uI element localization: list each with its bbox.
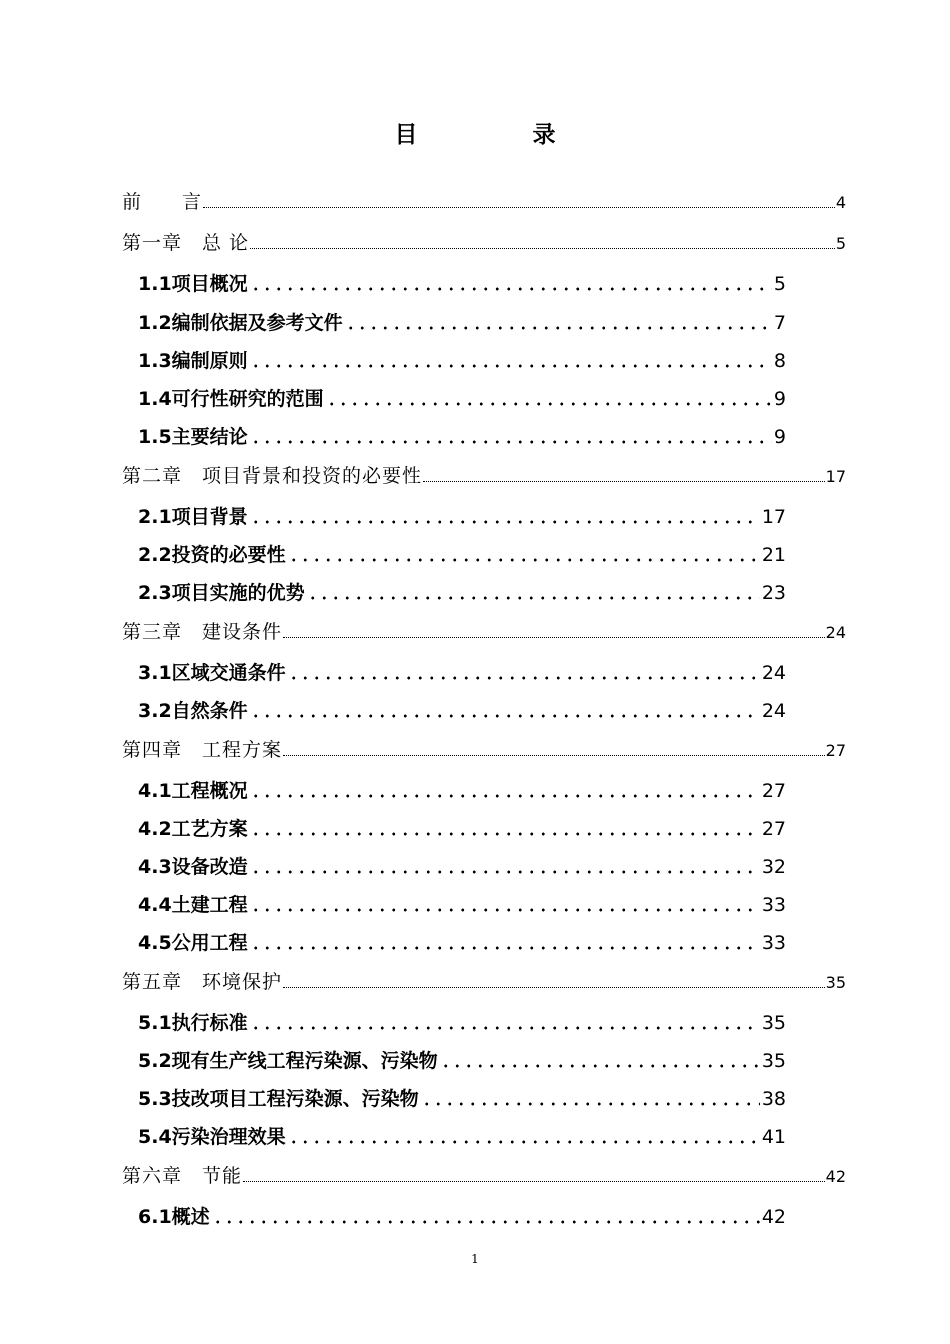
toc-entry-label: 第四章 工程方案	[122, 739, 283, 761]
toc-entry-page: 24	[761, 700, 786, 722]
toc-entry-page: 5	[835, 234, 846, 253]
dot-leader	[345, 326, 772, 330]
dot-leader	[307, 596, 760, 600]
dot-leader	[250, 364, 772, 368]
toc-entry[interactable]	[122, 967, 846, 994]
dot-leader	[243, 1180, 825, 1182]
toc-entry-label: 1.5主要结论	[138, 426, 248, 448]
toc-entry-page: 33	[761, 894, 786, 916]
toc-entry[interactable]	[138, 852, 786, 879]
toc-entry[interactable]	[138, 1122, 786, 1149]
toc-entry-label: 第二章 项目背景和投资的必要性	[122, 465, 423, 487]
toc-entry[interactable]	[138, 658, 786, 685]
toc-entry-page: 35	[761, 1050, 786, 1072]
dot-leader	[250, 440, 772, 444]
dot-leader	[250, 1026, 760, 1030]
toc-entry[interactable]	[138, 502, 786, 529]
dot-leader	[250, 287, 772, 291]
toc-entry-label: 5.1执行标准	[138, 1012, 248, 1034]
dot-leader	[283, 986, 825, 988]
toc-entry[interactable]	[138, 696, 786, 723]
toc-entry-page: 35	[761, 1012, 786, 1034]
toc-entry-page: 9	[773, 426, 786, 448]
toc-entry-label: 第一章 总 论	[122, 232, 250, 254]
toc-entry[interactable]	[138, 1202, 786, 1229]
toc-entry[interactable]	[138, 422, 786, 449]
dot-leader	[421, 1102, 760, 1106]
toc-entry-page: 27	[825, 741, 846, 760]
toc-entry[interactable]	[138, 346, 786, 373]
toc-entry[interactable]	[138, 890, 786, 917]
toc-entry-label: 5.4污染治理效果	[138, 1126, 286, 1148]
toc-entry-label: 2.1项目背景	[138, 506, 248, 528]
dot-leader	[288, 676, 760, 680]
toc-entry[interactable]	[138, 814, 786, 841]
toc-entry-label: 5.3技改项目工程污染源、污染物	[138, 1088, 419, 1110]
dot-leader	[250, 247, 835, 249]
toc-entry[interactable]	[138, 776, 786, 803]
toc-entry-label: 前 言	[122, 191, 203, 213]
dot-leader	[288, 558, 760, 562]
toc-entry[interactable]	[138, 578, 786, 605]
toc-entry-page: 23	[761, 582, 786, 604]
toc-entry-label: 2.2投资的必要性	[138, 544, 286, 566]
toc-entry-page: 33	[761, 932, 786, 954]
toc-entry-page: 9	[773, 388, 786, 410]
toc-entry-label: 4.4土建工程	[138, 894, 248, 916]
dot-leader	[250, 946, 760, 950]
toc-entry-page: 32	[761, 856, 786, 878]
toc-entry-page: 17	[761, 506, 786, 528]
toc-entry[interactable]	[138, 1046, 786, 1073]
dot-leader	[283, 754, 825, 756]
toc-entry-page: 8	[773, 350, 786, 372]
toc-entry-label: 3.2自然条件	[138, 700, 248, 722]
toc-entry-label: 第五章 环境保护	[122, 971, 283, 993]
toc-entry[interactable]	[138, 1008, 786, 1035]
dot-leader	[326, 402, 772, 406]
dot-leader	[250, 794, 760, 798]
toc-entry-page: 42	[761, 1206, 786, 1228]
toc-entry-page: 27	[761, 780, 786, 802]
dot-leader	[283, 636, 825, 638]
toc-entry[interactable]	[138, 1084, 786, 1111]
toc-entry-page: 4	[835, 193, 846, 212]
toc-entry-page: 42	[825, 1167, 846, 1186]
dot-leader	[212, 1220, 760, 1224]
toc-entry-label: 3.1区域交通条件	[138, 662, 286, 684]
toc-entry-label: 第六章 节能	[122, 1165, 243, 1187]
dot-leader	[250, 520, 760, 524]
dot-leader	[203, 206, 835, 208]
toc-entry-page: 7	[773, 312, 786, 334]
dot-leader	[288, 1140, 760, 1144]
toc-entry-page: 27	[761, 818, 786, 840]
toc-entry[interactable]	[138, 540, 786, 567]
toc-entry[interactable]	[122, 735, 846, 762]
toc-entry-label: 4.2工艺方案	[138, 818, 248, 840]
toc-entry-label: 6.1概述	[138, 1206, 210, 1228]
toc-entry[interactable]	[138, 308, 786, 335]
page-number: 1	[471, 1252, 479, 1266]
dot-leader	[250, 908, 760, 912]
toc-entry-label: 5.2现有生产线工程污染源、污染物	[138, 1050, 438, 1072]
toc-entry-label: 1.1项目概况	[138, 273, 248, 295]
toc-entry-page: 24	[825, 623, 846, 642]
toc-entry[interactable]	[138, 269, 786, 296]
toc-entry[interactable]	[122, 1161, 846, 1188]
toc-entry-label: 1.3编制原则	[138, 350, 248, 372]
toc-entry[interactable]	[122, 461, 846, 488]
toc-entry-label: 4.5公用工程	[138, 932, 248, 954]
toc-entry-page: 38	[761, 1088, 786, 1110]
toc-entry-page: 21	[761, 544, 786, 566]
toc-entry[interactable]	[122, 187, 846, 214]
dot-leader	[250, 870, 760, 874]
dot-leader	[440, 1064, 760, 1068]
toc-entry-page: 24	[761, 662, 786, 684]
toc-entry-label: 1.2编制依据及参考文件	[138, 312, 343, 334]
dot-leader	[250, 832, 760, 836]
toc-entry-page: 41	[761, 1126, 786, 1148]
toc-entry-label: 4.3设备改造	[138, 856, 248, 878]
toc-entry-label: 2.3项目实施的优势	[138, 582, 305, 604]
toc-entry[interactable]	[138, 928, 786, 955]
toc-entry[interactable]	[122, 617, 846, 644]
toc-entry-label: 第三章 建设条件	[122, 621, 283, 643]
toc-entry[interactable]	[138, 384, 786, 411]
dot-leader	[423, 480, 825, 482]
page-title: 目 录	[394, 122, 602, 148]
toc-entry[interactable]	[122, 228, 846, 255]
toc-entry-label: 4.1工程概况	[138, 780, 248, 802]
toc-entry-page: 17	[825, 467, 846, 486]
dot-leader	[250, 714, 760, 718]
toc-entry-page: 5	[773, 273, 786, 295]
toc-entry-page: 35	[825, 973, 846, 992]
toc-entry-label: 1.4可行性研究的范围	[138, 388, 324, 410]
